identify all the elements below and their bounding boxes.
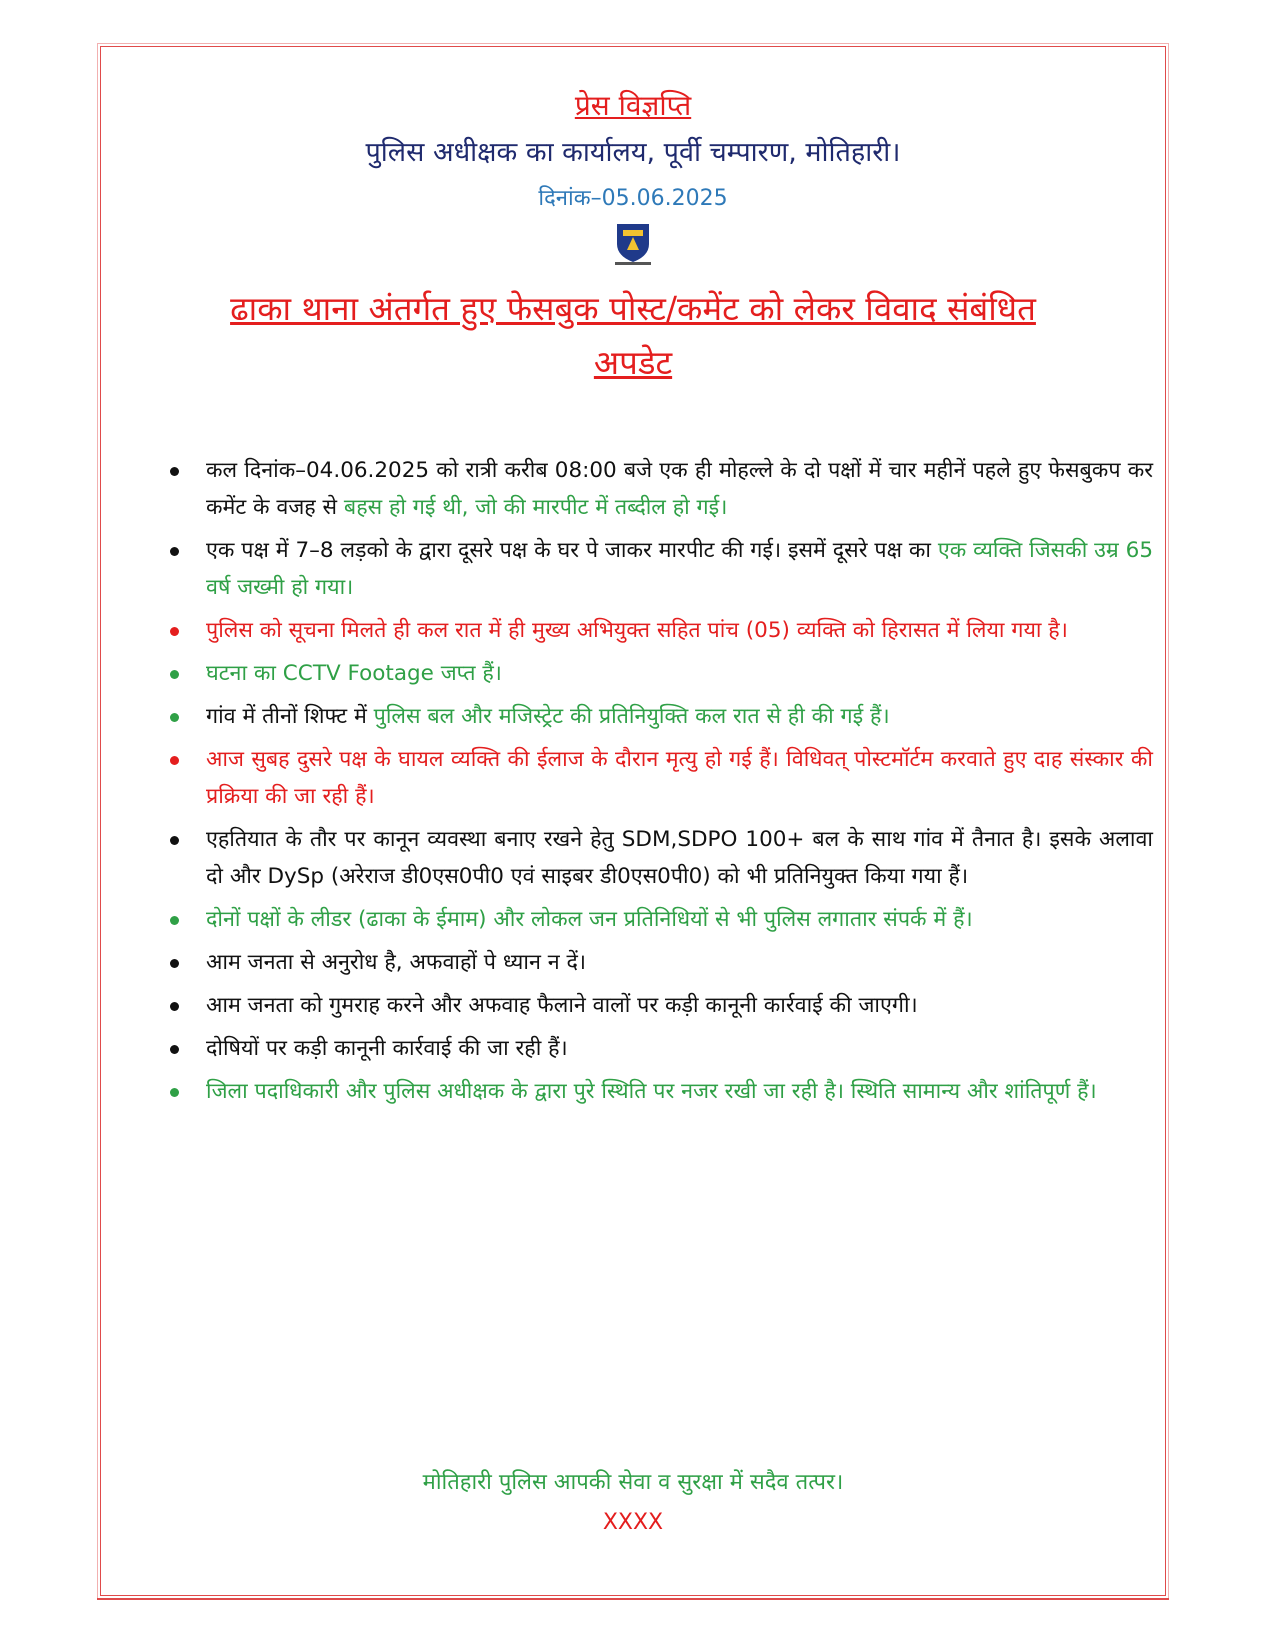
bullet-icon bbox=[170, 467, 179, 476]
footer-signature: XXXX bbox=[602, 1510, 664, 1535]
update-point-5 bbox=[168, 698, 1153, 735]
update-point-10 bbox=[168, 987, 1153, 1024]
update-point-8 bbox=[168, 901, 1153, 938]
bullet-icon bbox=[170, 959, 179, 968]
footer-slogan: मोतिहारी पुलिस आपकी सेवा व सुरक्षा में सदैव तत्पर। bbox=[422, 1470, 844, 1495]
point-text-segment: पुलिस बल और मजिस्ट्रेट की प्रतिनियुक्ति कल रात से ही की गई हैं। bbox=[373, 704, 890, 729]
bullet-icon bbox=[170, 1045, 179, 1054]
release-date: दिनांक–05.06.2025 bbox=[538, 186, 728, 211]
bullet-icon bbox=[170, 670, 179, 679]
logo-container bbox=[100, 222, 1166, 270]
point-text-segment: पुलिस को सूचना मिलते ही कल रात में ही मुख्य अभियुक्त सहित पांच (05) व्यक्ति को हिरासत में लिया गया है। bbox=[206, 618, 1068, 643]
point-text-segment: आज सुबह दुसरे पक्ष के घायल व्यक्ति की ईलाज के दौरान मृत्यु हो गई हैं। विधिवत् पोस्टमॉर्टम करवाते हुए दाह संस्कार की प्रक्रिया की जा रही हैं। bbox=[206, 747, 1153, 809]
press-release-title: प्रेस विज्ञप्ति bbox=[574, 89, 692, 122]
update-points-list bbox=[168, 452, 1153, 1116]
update-point-1 bbox=[168, 452, 1153, 526]
headline-line-2: अपडेट bbox=[593, 343, 673, 382]
point-text-segment: घटना का CCTV Footage जप्त हैं। bbox=[206, 661, 502, 686]
bullet-icon bbox=[170, 713, 179, 722]
point-text-segment: एक पक्ष में 7–8 लड़को के द्वारा दूसरे पक्ष के घर पे जाकर मारपीट की गई। इसमें दूसरे पक्ष का bbox=[206, 538, 938, 563]
update-point-12 bbox=[168, 1073, 1153, 1110]
update-point-11 bbox=[168, 1030, 1153, 1067]
point-text-segment: बहस हो गई थी, जो की मारपीट में तब्दील हो गई। bbox=[343, 495, 728, 520]
bullet-icon bbox=[170, 547, 179, 556]
bullet-icon bbox=[170, 627, 179, 636]
office-name: पुलिस अधीक्षक का कार्यालय, पूर्वी चम्पारण, मोतिहारी। bbox=[365, 137, 901, 168]
point-text-segment: आम जनता से अनुरोध है, अफवाहों पे ध्यान न दें। bbox=[206, 950, 587, 975]
update-point-4 bbox=[168, 655, 1153, 692]
headline-line-1: ढाका थाना अंतर्गत हुए फेसबुक पोस्ट/कमेंट को लेकर विवाद संबंधित bbox=[230, 289, 1036, 328]
bullet-icon bbox=[170, 916, 179, 925]
point-text-segment: जिला पदाधिकारी और पुलिस अधीक्षक के द्वारा पुरे स्थिति पर नजर रखी जा रही है। स्थिति सामान्य और शांतिपूर्ण हैं। bbox=[206, 1079, 1097, 1104]
update-point-2 bbox=[168, 532, 1153, 606]
bullet-icon bbox=[170, 1002, 179, 1011]
point-text-segment: दोनों पक्षों के लीडर (ढाका के ईमाम) और लोकल जन प्रतिनिधियों से भी पुलिस लगातार संपर्क में हैं। bbox=[206, 907, 973, 932]
update-point-7 bbox=[168, 821, 1153, 895]
point-text-segment: एहतियात के तौर पर कानून व्यवस्था बनाए रखने हेतु SDM,SDPO 100+ बल के साथ गांव में तैनात है। इसके अलावा दो और DySp (अरेराज डी0एस0पी0 एवं साइबर डी0एस0पी0) को भी प्रतिनियुक्त किया गया हैं। bbox=[206, 827, 1153, 889]
headline bbox=[150, 282, 1116, 390]
bullet-icon bbox=[170, 836, 179, 845]
bullet-icon bbox=[170, 756, 179, 765]
point-text-segment: गांव में तीनों शिफ्ट में bbox=[206, 704, 374, 729]
point-text-segment: कल दिनांक–04.06.2025 को रात्री करीब 08:00 बजे एक ही मोहल्ले के दो पक्षों में चार महीनें पहले हुए फेसबुकप कर कमेंट के वजह से bbox=[206, 458, 1153, 520]
bihar-police-emblem-icon bbox=[613, 222, 653, 266]
bullet-icon bbox=[170, 1088, 179, 1097]
update-point-9 bbox=[168, 944, 1153, 981]
point-text-segment: दोषियों पर कड़ी कानूनी कार्रवाई की जा रही हैं। bbox=[206, 1036, 568, 1061]
point-text-segment: आम जनता को गुमराह करने और अफवाह फैलाने वालों पर कड़ी कानूनी कार्रवाई की जाएगी। bbox=[206, 993, 918, 1018]
update-point-6 bbox=[168, 741, 1153, 815]
update-point-3 bbox=[168, 612, 1153, 649]
point-text-segment: एक व्यक्ति जिसकी उम्र 65 वर्ष जख्मी हो गया। bbox=[206, 538, 1153, 600]
